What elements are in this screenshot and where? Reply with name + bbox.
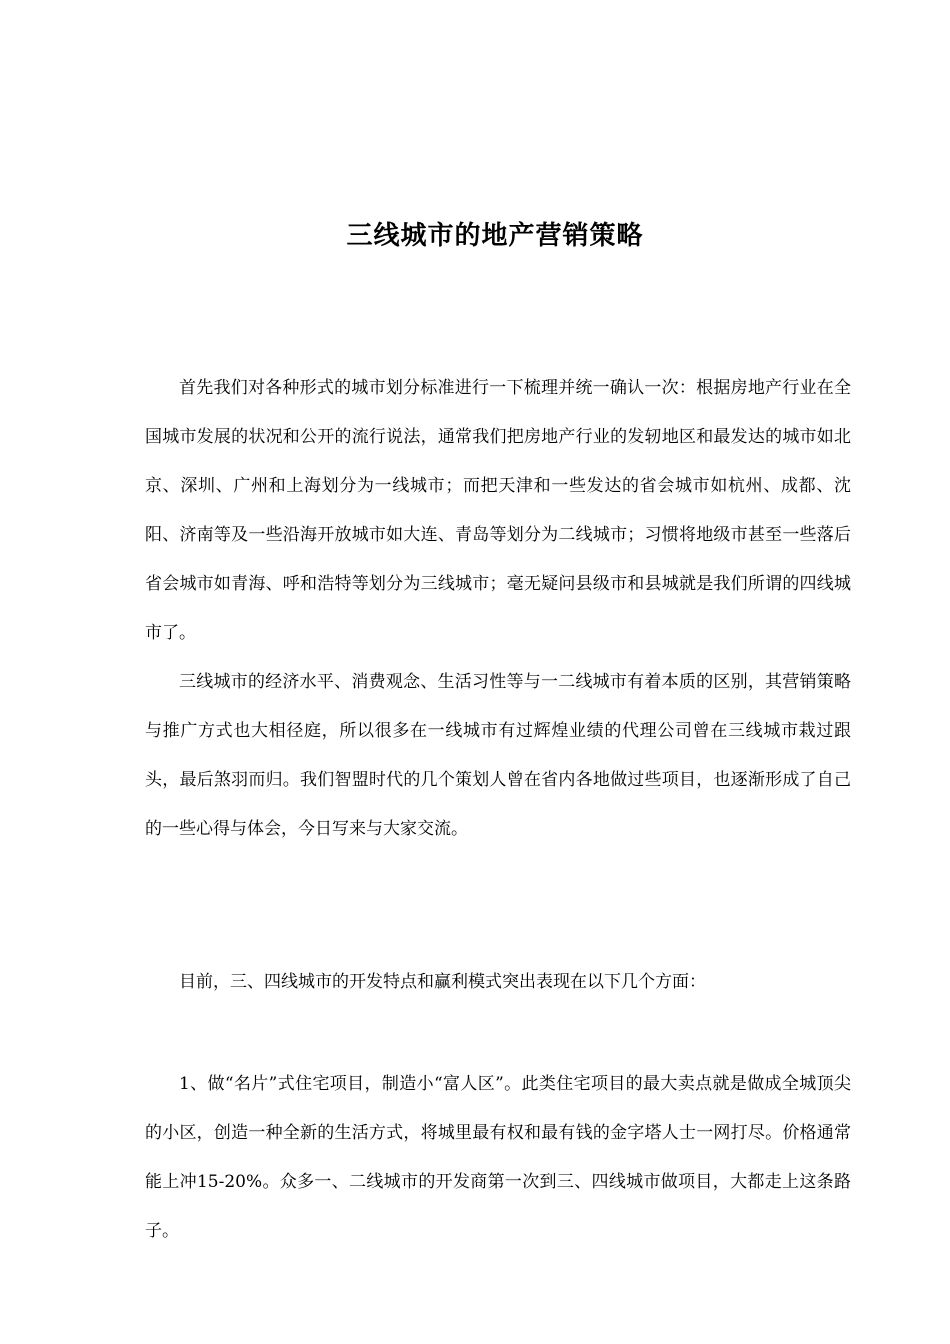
paragraph-point-1: 1、做“名片”式住宅项目，制造小“富人区”。此类住宅项目的最大卖点就是做成全城顶尖的小区，创造一种全新的生活方式，将城里最有权和最有钱的金字塔人士一网打尽。价格通常能上冲15-20%。众多一、二线城市的开发商第一次到三、四线城市做项目，大都走上这条路子。 xyxy=(145,1074,851,1241)
paragraph-development-features-intro: 目前，三、四线城市的开发特点和赢利模式突出表现在以下几个方面： xyxy=(179,972,706,992)
document-title: 三线城市的地产营销策略 xyxy=(346,221,644,251)
paragraph-city-tiers: 首先我们对各种形式的城市划分标准进行一下梳理并统一确认一次：根据房地产行业在全国城市发展的状况和公开的流行说法，通常我们把房地产行业的发轫地区和最发达的城市如北京、深圳、广州和上海划分为一线城市；而把天津和一些发达的省会城市如杭州、成都、沈阳、济南等及一些沿海开放城市如大连、青岛等划分为二线城市；习惯将地级市甚至一些落后省会城市如青海、呼和浩特等划分为三线城市；毫无疑问县级市和县城就是我们所谓的四线城市了。 xyxy=(145,378,851,643)
paragraph-third-tier-differences: 三线城市的经济水平、消费观念、生活习性等与一二线城市有着本质的区别，其营销策略与推广方式也大相径庭，所以很多在一线城市有过辉煌业绩的代理公司曾在三线城市栽过跟头，最后煞羽而归。我们智盟时代的几个策划人曾在省内各地做过些项目，也逐渐形成了自己的一些心得与体会，今日写来与大家交流。 xyxy=(145,672,851,839)
